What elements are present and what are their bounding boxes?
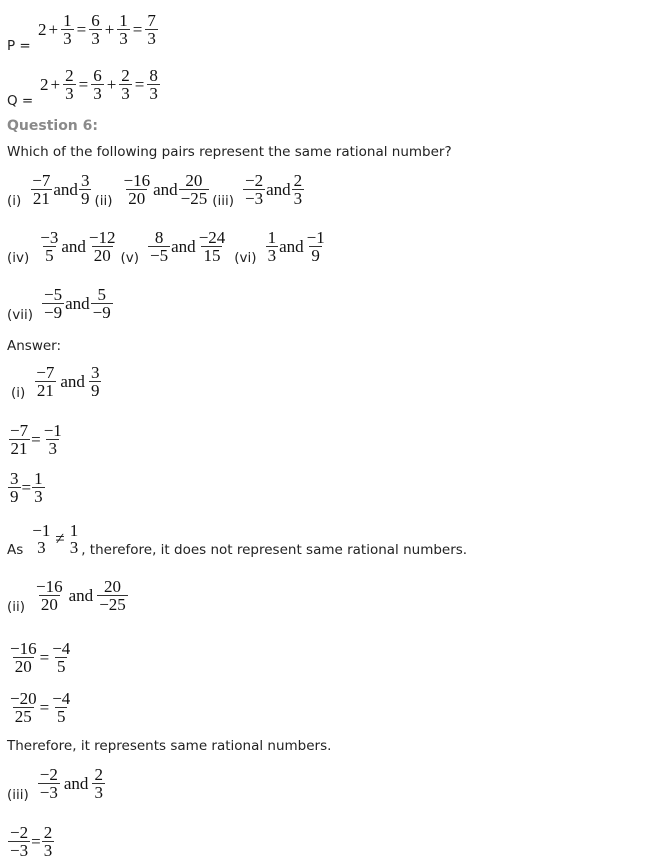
plus-sign: +: [104, 19, 115, 39]
answer-ii-equation-2: $\frac{-20}{25}$ = $\frac{-4}{5}$: [10, 689, 71, 726]
fraction: $\frac{6}{3}$: [91, 11, 100, 48]
and-word: and: [171, 236, 196, 256]
question-heading: Question 6:: [7, 118, 98, 134]
equals-sign: =: [21, 477, 32, 497]
equals-sign: =: [31, 831, 41, 851]
part-label: (vi): [234, 250, 257, 266]
equals-sign: =: [132, 19, 143, 39]
pair-i: $\frac{-7}{21}$ and $\frac{3}{9}$: [32, 171, 90, 208]
answer-i-equation-2: $\frac{3}{9}$ = $\frac{1}{3}$: [10, 469, 43, 506]
question-parts-row-1: [7, 172, 305, 207]
answer-ii-conclusion: Therefore, it represents same rational numbers.: [7, 738, 332, 754]
equals-sign: =: [134, 74, 145, 94]
pair-i-answer: $\frac{-7}{21}$ and $\frac{3}{9}$: [36, 363, 100, 400]
and-word: and: [60, 371, 85, 391]
whole-number: 2: [38, 19, 47, 39]
fraction: $\frac{8}{3}$: [149, 66, 158, 103]
pair-ii-answer: $\frac{-16}{20}$ and $\frac{20}{-25}$: [36, 577, 126, 614]
fraction: $\frac{7}{3}$: [147, 11, 156, 48]
inequality: −1 3 ≠ 1 3: [32, 521, 79, 557]
fraction: $\frac{6}{3}$: [93, 66, 102, 103]
part-label: (iii): [7, 787, 29, 803]
question-parts-row-3: [7, 286, 114, 321]
part-label: (ii): [7, 599, 26, 615]
pair-v: $\frac{8}{-5}$ and $\frac{-24}{15}$: [150, 228, 226, 265]
plus-sign: +: [48, 19, 59, 39]
answer-iii-pair: [7, 766, 106, 801]
as-word: As: [7, 542, 24, 558]
pair-ii: $\frac{-16}{20}$ and $\frac{20}{-25}$: [123, 171, 208, 208]
and-word: and: [63, 773, 89, 793]
answer-i-equation-1: $\frac{-7}{21}$ = $\frac{-1}{3}$: [10, 421, 62, 458]
answer-i-pair: [11, 364, 102, 399]
pair-iii-answer: $\frac{-2}{-3}$ and $\frac{2}{3}$: [39, 765, 103, 802]
pair-vii: $\frac{-5}{-9}$ and $\frac{5}{-9}$: [44, 285, 111, 322]
and-word: and: [68, 585, 94, 605]
question-prompt: Which of the following pairs represent the same rational number?: [7, 144, 452, 160]
part-label: (v): [120, 250, 140, 266]
p-expression: [38, 12, 159, 47]
part-label: (vii): [7, 307, 34, 323]
p-label: P =: [7, 38, 31, 54]
equals-sign: =: [76, 19, 87, 39]
answer-iii-equation-1: $\frac{-2}{-3}$ = $\frac{2}{3}$: [10, 823, 53, 860]
plus-sign: +: [50, 74, 61, 94]
equals-sign: =: [78, 74, 89, 94]
and-word: and: [53, 179, 78, 199]
answer-ii-pair: [7, 578, 129, 613]
and-word: and: [65, 293, 90, 313]
q-expression: [40, 67, 161, 102]
equals-sign: =: [39, 647, 50, 667]
and-word: and: [279, 236, 304, 256]
equals-sign: =: [39, 697, 50, 717]
fraction: $\frac{2}{3}$: [121, 66, 130, 103]
part-label: (i): [7, 193, 22, 209]
answer-heading: Answer:: [7, 338, 62, 354]
fraction: $\frac{1}{3}$: [119, 11, 128, 48]
part-label: (i): [11, 385, 26, 401]
equals-sign: =: [31, 429, 41, 449]
answer-ii-equation-1: $\frac{-16}{20}$ = $\frac{-4}{5}$: [10, 639, 71, 676]
answer-i-conclusion: [7, 522, 467, 556]
whole-number: 2: [40, 74, 49, 94]
not-equal-sign: ≠: [55, 529, 65, 548]
pair-vi: $\frac{1}{3}$ and $\frac{-1}{9}$: [267, 228, 325, 265]
question-parts-row-2: [7, 229, 328, 264]
part-label: (iv): [7, 250, 30, 266]
plus-sign: +: [106, 74, 117, 94]
and-word: and: [266, 179, 291, 199]
conclusion-text: , therefore, it does not represent same rational numbers.: [81, 542, 468, 558]
fraction: $\frac{2}{3}$: [65, 66, 74, 103]
pair-iv: $\frac{-3}{5}$ and $\frac{-12}{20}$: [40, 228, 116, 265]
part-label: (ii): [94, 193, 113, 209]
and-word: and: [153, 179, 178, 199]
fraction: $\frac{1}{3}$: [63, 11, 72, 48]
q-label: Q =: [7, 93, 34, 109]
part-label: (iii): [212, 193, 235, 209]
and-word: and: [61, 236, 86, 256]
pair-iii: $\frac{-2}{-3}$ and $\frac{2}{3}$: [245, 171, 303, 208]
